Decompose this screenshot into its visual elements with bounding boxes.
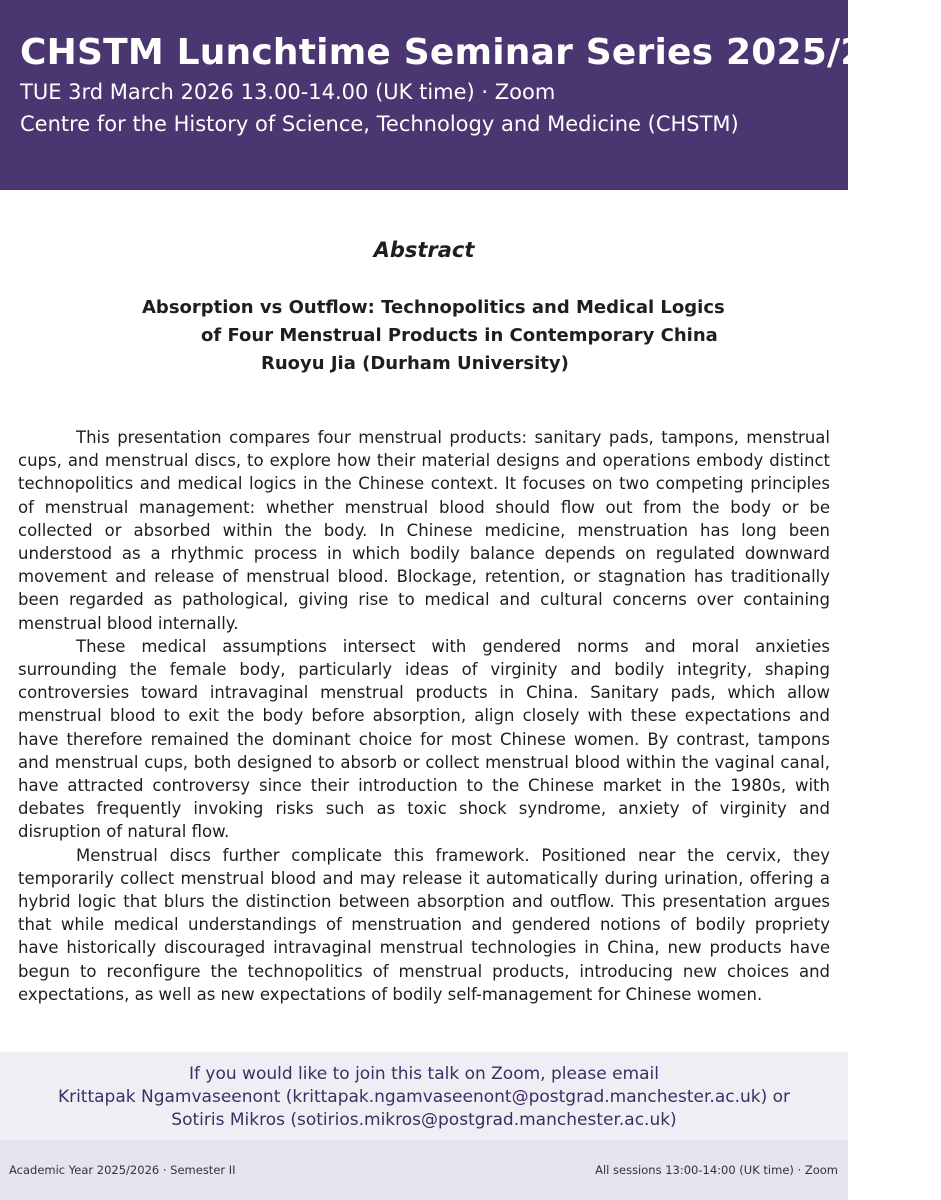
contact-band bbox=[0, 1052, 848, 1140]
contact-line-3: Sotiris Mikros (sotirios.mikros@postgrad.manchester.ac.uk) bbox=[171, 1110, 677, 1130]
abstract-paragraph: Menstrual discs further complicate this framework. Positioned near the cervix, they temporarily collect menstrual blood and may release it automatically during urination, offering a hybrid logic that blurs the distinction between absorption and outflow. This presentation argues that while medical understandings of menstruation and gendered notions of bodily propriety have historically discouraged intravaginal menstrual technologies in China, new products have begun to reconfigure the technopolitics of menstrual products, introducing new choices and expectations, as well as new expectations of bodily self-management for Chinese women. bbox=[18, 845, 830, 1004]
talk-title bbox=[0, 294, 848, 378]
talk-title-line-1: Absorption vs Outflow: Technopolitics and Medical Logics bbox=[142, 297, 725, 318]
footer-academic-year: Academic Year 2025/2026 · Semester II bbox=[9, 1163, 236, 1177]
abstract-paragraph: These medical assumptions intersect with gendered norms and moral anxieties surrounding the female body, particularly ideas of virginity and bodily integrity, shaping controversies toward intravaginal menstrual products in China. Sanitary pads, which allow menstrual blood to exit the body before absorption, align closely with these expectations and have therefore remained the dominant choice for most Chinese women. By contrast, tampons and menstrual cups, both designed to absorb or collect menstrual blood within the vaginal canal, have attracted controversy since their introduction to the Chinese market in the 1980s, with debates frequently invoking risks such as toxic shock syndrome, anxiety of virginity and disruption of natural flow. bbox=[18, 636, 830, 842]
footer-sessions-info: All sessions 13:00-14:00 (UK time) · Zoom bbox=[595, 1163, 838, 1177]
header-banner bbox=[0, 0, 941, 190]
session-datetime: TUE 3rd March 2026 13.00-14.00 (UK time) · Zoom bbox=[20, 80, 556, 104]
abstract-body bbox=[18, 426, 830, 1006]
abstract-label: Abstract bbox=[373, 238, 475, 262]
contact-line-1: If you would like to join this talk on Zoom, please email bbox=[189, 1064, 659, 1084]
centre-name: Centre for the History of Science, Technology and Medicine (CHSTM) bbox=[20, 112, 739, 136]
talk-title-line-2: of Four Menstrual Products in Contemporary China bbox=[201, 325, 718, 346]
series-title: CHSTM Lunchtime Seminar Series 2025/2026 bbox=[20, 32, 941, 73]
speaker: Ruoyu Jia (Durham University) bbox=[261, 353, 569, 374]
abstract-paragraph: This presentation compares four menstrual products: sanitary pads, tampons, menstrual cups, and menstrual discs, to explore how their material designs and operations embody distinct technopolitics and medical logics in the Chinese context. It focuses on two competing principles of menstrual management: whether menstrual blood should flow out from the body or be collected or absorbed within the body. In Chinese medicine, menstruation has long been understood as a rhythmic process in which bodily balance depends on regulated downward movement and release of menstrual blood. Blockage, retention, or stagnation has traditionally been regarded as pathological, giving rise to medical and cultural concerns over containing menstrual blood internally. bbox=[18, 428, 830, 633]
footer-bar bbox=[0, 1140, 848, 1200]
contact-line-2: Krittapak Ngamvaseenont (krittapak.ngamvaseenont@postgrad.manchester.ac.uk) or bbox=[57, 1087, 791, 1107]
